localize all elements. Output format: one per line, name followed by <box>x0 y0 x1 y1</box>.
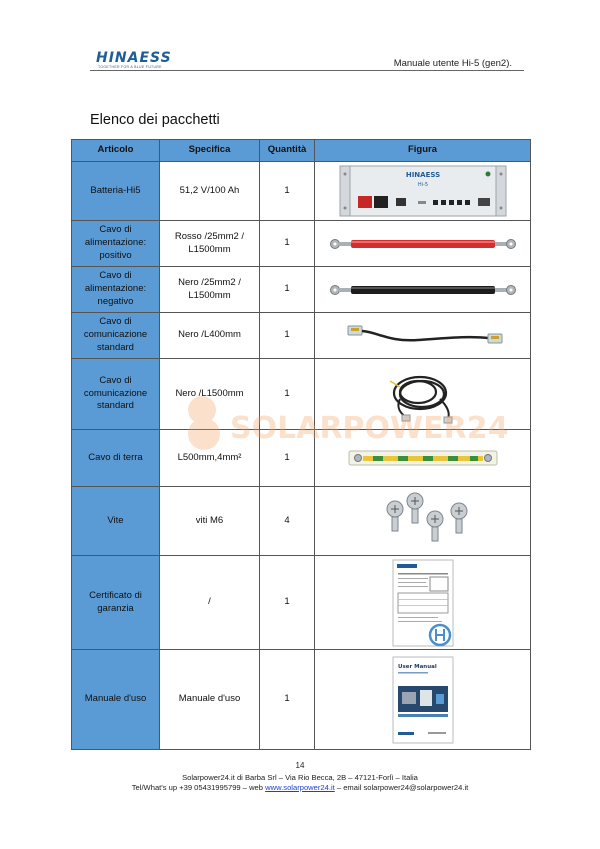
cell-specifica: Nero /L400mm <box>160 313 260 359</box>
cell-articolo: Cavo di alimentazione: negativo <box>72 267 160 313</box>
screws-image <box>363 491 483 551</box>
cell-specifica: Nero /L1500mm <box>160 359 260 430</box>
column-header-articolo: Articolo <box>72 140 160 162</box>
document-title: Manuale utente Hi-5 (gen2). <box>393 58 512 69</box>
cell-quantita: 4 <box>260 487 315 556</box>
ground-cable-image <box>348 447 498 469</box>
cell-figura <box>315 267 531 313</box>
cell-articolo: Vite <box>72 487 160 556</box>
battery-unit-image <box>338 164 508 218</box>
cell-figura <box>315 650 531 750</box>
cell-specifica: Nero /25mm2 / L1500mm <box>160 267 260 313</box>
cell-quantita: 1 <box>260 267 315 313</box>
table-header-row <box>72 140 531 162</box>
coiled-network-cable-image <box>378 363 468 425</box>
battery-logo-text: HINAESS <box>405 171 440 179</box>
spec-screw-line: viti M6 <box>195 514 224 526</box>
table-row <box>72 313 531 359</box>
cell-specifica <box>160 487 260 556</box>
footer-contacts <box>0 783 600 792</box>
red-power-cable-image <box>328 236 518 252</box>
table-row <box>72 221 531 267</box>
column-header-quantita: Quantità <box>260 140 315 162</box>
cell-quantita: 1 <box>260 430 315 487</box>
cell-figura <box>315 430 531 487</box>
cell-quantita: 1 <box>260 221 315 267</box>
cell-specifica: / <box>160 556 260 650</box>
cell-figura <box>315 221 531 267</box>
cell-specifica: L500mm,4mm² <box>160 430 260 487</box>
cell-articolo: Cavo di alimentazione: positivo <box>72 221 160 267</box>
warranty-certificate-image <box>392 559 454 647</box>
cell-quantita: 1 <box>260 556 315 650</box>
table-row <box>72 359 531 430</box>
short-network-cable-image <box>338 322 508 350</box>
table-row <box>72 267 531 313</box>
cell-figura <box>315 556 531 650</box>
manual-cover-title: User Manual <box>397 663 437 670</box>
table-row <box>72 487 531 556</box>
footer-web-link[interactable]: www.solarpower24.it <box>265 783 335 792</box>
cell-quantita: 1 <box>260 650 315 750</box>
table-row <box>72 650 531 750</box>
cell-specifica: 51,2 V/100 Ah <box>160 162 260 221</box>
cell-articolo: Cavo di comunicazione standard <box>72 359 160 430</box>
cell-specifica: Rosso /25mm2 / L1500mm <box>160 221 260 267</box>
logo-tagline: TOGETHER FOR A BLUE FUTURE <box>98 65 162 69</box>
column-header-figura: Figura <box>315 140 531 162</box>
cell-articolo: Batteria-Hi5 <box>72 162 160 221</box>
footer-address: Solarpower24.it di Barba Srl – Via Rio Becca, 2B – 47121-Forlì – Italia <box>182 773 418 782</box>
logo-text: HINAESS <box>96 50 172 66</box>
cell-quantita: 1 <box>260 162 315 221</box>
black-power-cable-image <box>328 282 518 298</box>
cell-quantita: 1 <box>260 313 315 359</box>
cell-articolo: Cavo di terra <box>72 430 160 487</box>
page-number: 14 <box>295 761 305 770</box>
table-row <box>72 430 531 487</box>
package-table <box>71 139 531 750</box>
cell-figura <box>315 487 531 556</box>
footer-contacts-prefix: Tel/What's up +39 05431995799 – web <box>131 783 266 792</box>
table-row <box>72 162 531 221</box>
watermark-text: SOLARPOWER24 <box>230 411 509 446</box>
cell-articolo: Cavo di comunicazione standard <box>72 313 160 359</box>
table-row <box>72 556 531 650</box>
header-divider <box>90 70 524 71</box>
footer-contacts-suffix: – email solarpower24@solarpower24.it <box>334 783 469 792</box>
hinaess-logo <box>96 50 172 70</box>
cell-specifica: Manuale d'uso <box>160 650 260 750</box>
cell-quantita: 1 <box>260 359 315 430</box>
cell-figura <box>315 162 531 221</box>
cell-figura <box>315 359 531 430</box>
cell-articolo: Certificato di garanzia <box>72 556 160 650</box>
column-header-specifica: Specifica <box>160 140 260 162</box>
cell-figura <box>315 313 531 359</box>
cell-articolo: Manuale d'uso <box>72 650 160 750</box>
section-title: Elenco dei pacchetti <box>90 112 220 128</box>
battery-model-text: Hi-5 <box>417 182 428 188</box>
user-manual-image <box>392 656 454 744</box>
